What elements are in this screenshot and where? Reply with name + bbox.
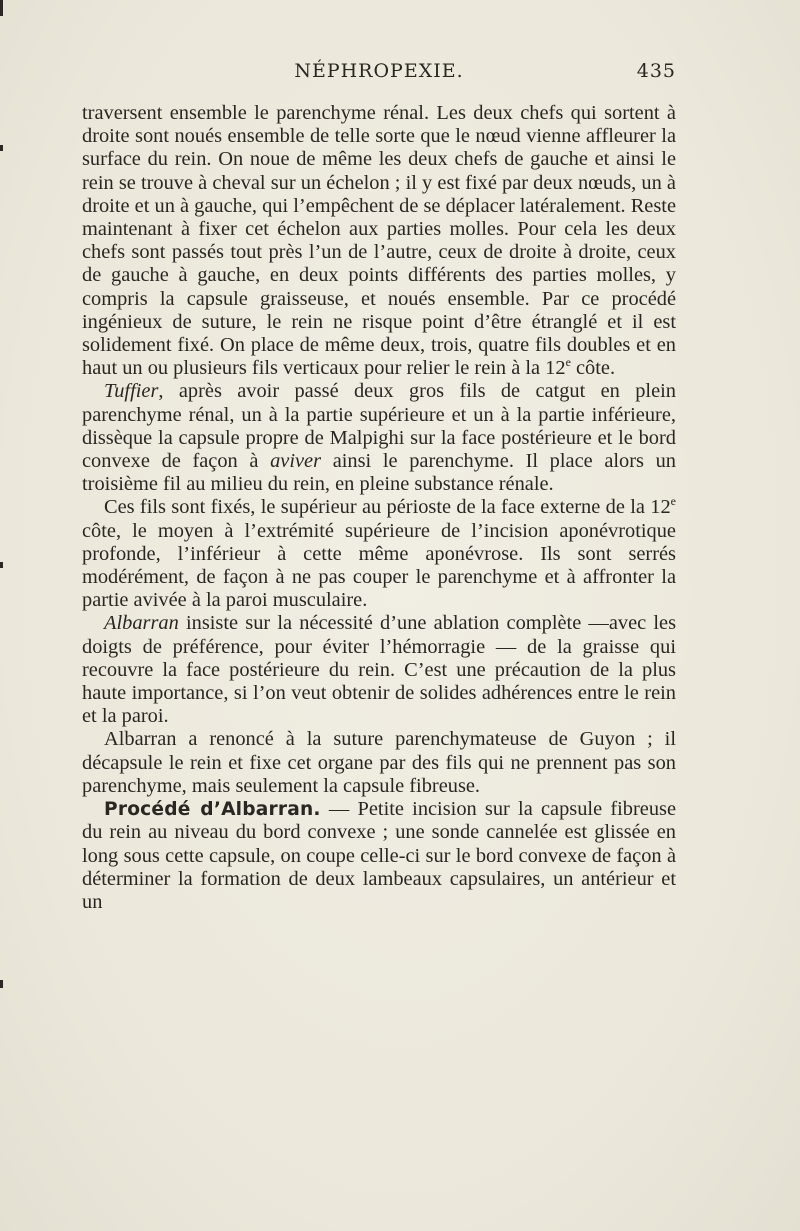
paragraph: Albarran a renoncé à la suture parenchymateuse de Guyon ; il décapsule le rein et fixe cet organe par des fils qui ne prennent pas son parenchyme, mais seulement la capsule fibreuse. (82, 728, 676, 797)
paragraph: Albarran insiste sur la nécessité d’une ablation complète —avec les doigts de préférence, pour éviter l’hémorragie — de la graisse qui recouvre la face postérieure du rein. C’est une précaution de la plus haute importance, si l’on veut obtenir de solides adhérences entre le rein et la paroi. (82, 612, 676, 728)
paragraph: Ces fils sont fixés, le supérieur au périoste de la face externe de la 12e côte, le moyen à l’extrémité supérieure de l’incision aponévrotique profonde, l’inférieur à cette même aponévrose. Ils sont serrés modérément, de façon à ne pas couper le parenchyme et à affronter la partie avivée à la paroi musculaire. (82, 494, 676, 612)
author-name: Tuffier (104, 380, 159, 403)
paragraph: Tuffier, après avoir passé deux gros fils de catgut en plein parenchyme rénal, un à la partie supérieure et un à la partie inférieure, dissèque la capsule propre de Malpighi sur la face postérieure et le bord convexe de façon à aviver ainsi le parenchyme. Il place alors un troisième fil au milieu du rein, en pleine substance rénale. (82, 380, 677, 496)
procedure-heading: Procédé d’Albarran. (104, 799, 321, 821)
page-number: 435 (636, 60, 676, 82)
margin-mark (0, 0, 3, 16)
margin-mark (0, 980, 3, 988)
running-header (82, 60, 676, 90)
author-name: Albarran (104, 612, 179, 635)
emphasis: aviver (270, 450, 322, 473)
paragraph: traversent ensemble le parenchyme rénal. Les deux chefs qui sortent à droite sont noués ensemble de telle sorte que le nœud vienne affleurer la surface du rein. On noue de même les deux chefs de gauche et ainsi le rein se trouve à cheval sur un échelon ; il y est fixé par deux nœuds, un à droite et un à gauche, qui l’empêchent de se déplacer latéralement. Reste maintenant à fixer cet échelon aux parties molles. Pour cela les deux chefs sont passés tout près l’un de l’autre, ceux de droite à droite, ceux de gauche à gauche, en deux points différents des parties molles, y compris la capsule graisseuse, et noués ensemble. Par ce procédé ingénieux de suture, le rein ne risque point d’être étranglé et il est solidement fixé. On place de même deux, trois, quatre fils doubles et en haut un ou plusieurs fils verticaux pour relier le rein à la 12e côte. (82, 102, 676, 380)
running-title: NÉPHROPEXIE. (294, 60, 464, 82)
margin-mark (0, 562, 3, 568)
margin-mark (0, 145, 3, 151)
paragraph: Procédé d’Albarran. — Petite incision sur la capsule fibreuse du rein au niveau du bord convexe ; une sonde cannelée est glissée en long sous cette capsule, on coupe celle-ci sur le bord convexe de façon à déterminer la formation de deux lambeaux capsulaires, un antérieur et un (82, 798, 676, 913)
body-text (82, 102, 676, 914)
